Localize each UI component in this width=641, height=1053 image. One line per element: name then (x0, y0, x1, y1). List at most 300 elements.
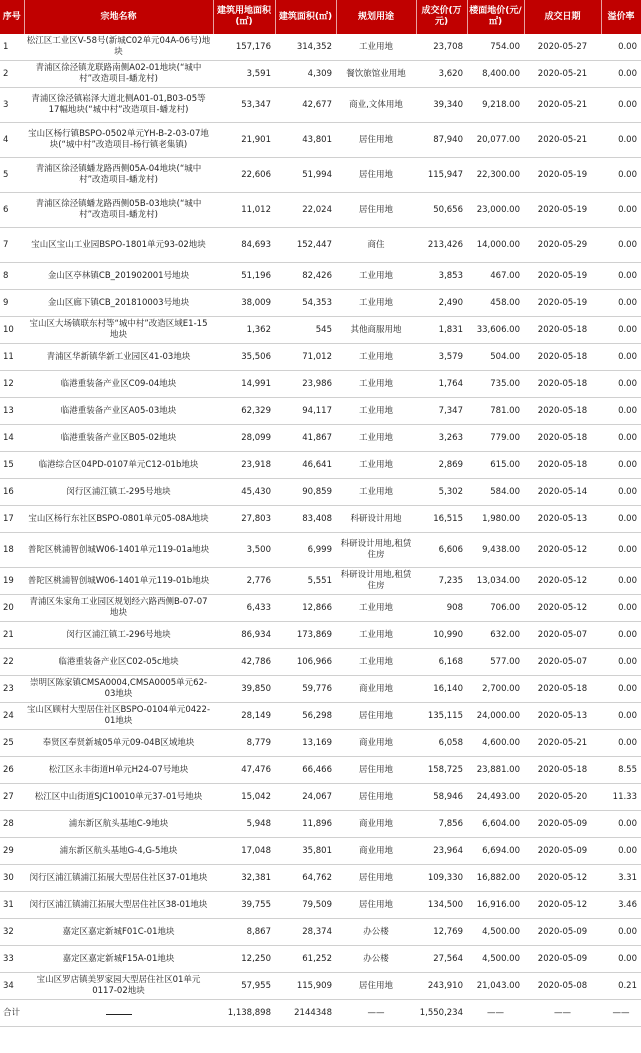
deal-date: 2020-05-18 (524, 452, 601, 479)
table-row (0, 649, 641, 676)
land-area: 38,009 (213, 290, 275, 317)
table-row (0, 973, 641, 1000)
floor-area: 13,169 (275, 730, 336, 757)
deal-date: 2020-05-09 (524, 838, 601, 865)
floor-area: 12,866 (275, 595, 336, 622)
land-area: 17,048 (213, 838, 275, 865)
table-row (0, 88, 641, 123)
floor-area: 115,909 (275, 973, 336, 1000)
planned-use: 工业用地 (336, 371, 416, 398)
header-land-area: 建筑用地面积(㎡) (213, 0, 275, 34)
land-area: 39,850 (213, 676, 275, 703)
table-row (0, 344, 641, 371)
deal-date: 2020-05-18 (524, 676, 601, 703)
land-area: 8,867 (213, 919, 275, 946)
planned-use: 餐饮旅馆业用地 (336, 61, 416, 88)
land-area: 22,606 (213, 158, 275, 193)
row-index: 4 (0, 123, 24, 158)
price: 213,426 (416, 228, 467, 263)
price: 3,853 (416, 263, 467, 290)
premium-rate: 0.00 (601, 919, 641, 946)
row-index: 23 (0, 676, 24, 703)
row-index: 29 (0, 838, 24, 865)
parcel-name: 闵行区浦江镇工-296号地块 (24, 622, 213, 649)
header-premium: 溢价率 (601, 0, 641, 34)
land-area: 14,991 (213, 371, 275, 398)
parcel-name: 青浦区徐泾镇龙联路南侧A02-01地块(“城中村”改造项目-蟠龙村) (24, 61, 213, 88)
premium-rate: 0.00 (601, 425, 641, 452)
land-area: 2,776 (213, 568, 275, 595)
floor-area: 22,024 (275, 193, 336, 228)
deal-date: 2020-05-21 (524, 730, 601, 757)
deal-date: 2020-05-21 (524, 88, 601, 123)
parcel-name: 金山区廊下镇CB_201810003号地块 (24, 290, 213, 317)
parcel-name: 青浦区徐泾镇蟠龙路西侧05A-04地块(“城中村”改造项目-蟠龙村) (24, 158, 213, 193)
planned-use: 工业用地 (336, 649, 416, 676)
price: 12,769 (416, 919, 467, 946)
deal-date: 2020-05-12 (524, 595, 601, 622)
parcel-name: 松江区工业区V-58号(新城C02单元04A-06号)地块 (24, 34, 213, 61)
floor-area: 64,762 (275, 865, 336, 892)
floor-area: 83,408 (275, 506, 336, 533)
table-row (0, 290, 641, 317)
deal-date: 2020-05-20 (524, 784, 601, 811)
parcel-name: 宝山区罗店镇美罗家园大型居住社区01单元0117-02地块 (24, 973, 213, 1000)
land-area: 5,948 (213, 811, 275, 838)
row-index: 15 (0, 452, 24, 479)
table-row (0, 61, 641, 88)
planned-use: 工业用地 (336, 344, 416, 371)
table-row (0, 892, 641, 919)
parcel-name: 奉贤区奉贤新城05单元09-04B区域地块 (24, 730, 213, 757)
deal-date: 2020-05-19 (524, 158, 601, 193)
premium-rate: 0.00 (601, 506, 641, 533)
planned-use: 工业用地 (336, 479, 416, 506)
floor-area: 24,067 (275, 784, 336, 811)
floor-area: 56,298 (275, 703, 336, 730)
premium-rate: 0.00 (601, 290, 641, 317)
unit-price: 1,980.00 (467, 506, 524, 533)
planned-use: 科研设计用地 (336, 506, 416, 533)
premium-rate: 0.00 (601, 533, 641, 568)
price: 6,606 (416, 533, 467, 568)
price: 115,947 (416, 158, 467, 193)
planned-use: 工业用地 (336, 595, 416, 622)
premium-rate: 0.00 (601, 34, 641, 61)
premium-rate: 0.00 (601, 193, 641, 228)
floor-area: 61,252 (275, 946, 336, 973)
floor-area: 54,353 (275, 290, 336, 317)
total-name-dash (106, 1009, 132, 1015)
parcel-name: 普陀区桃浦智创城W06-1401单元119-01b地块 (24, 568, 213, 595)
unit-price: 4,500.00 (467, 919, 524, 946)
row-index: 16 (0, 479, 24, 506)
premium-rate: 0.00 (601, 568, 641, 595)
deal-date: 2020-05-27 (524, 34, 601, 61)
row-index: 22 (0, 649, 24, 676)
unit-price: 577.00 (467, 649, 524, 676)
header-row (0, 0, 641, 34)
parcel-name: 宝山区杨行镇BSPO-0502单元YH-B-2-03-07地块(“城中村”改造项目-杨行镇老集镇) (24, 123, 213, 158)
floor-area: 79,509 (275, 892, 336, 919)
premium-rate: 0.00 (601, 479, 641, 506)
floor-area: 94,117 (275, 398, 336, 425)
row-index: 32 (0, 919, 24, 946)
land-area: 15,042 (213, 784, 275, 811)
table-row (0, 595, 641, 622)
unit-price: 23,000.00 (467, 193, 524, 228)
floor-area: 90,859 (275, 479, 336, 506)
row-index: 10 (0, 317, 24, 344)
price: 6,058 (416, 730, 467, 757)
deal-date: 2020-05-07 (524, 622, 601, 649)
price: 23,964 (416, 838, 467, 865)
deal-date: 2020-05-08 (524, 973, 601, 1000)
total-unit-price: —— (467, 1000, 524, 1027)
floor-area: 51,994 (275, 158, 336, 193)
floor-area: 11,896 (275, 811, 336, 838)
unit-price: 4,500.00 (467, 946, 524, 973)
floor-area: 43,801 (275, 123, 336, 158)
row-index: 19 (0, 568, 24, 595)
planned-use: 商业用地 (336, 730, 416, 757)
planned-use: 工业用地 (336, 34, 416, 61)
floor-area: 46,641 (275, 452, 336, 479)
floor-area: 6,999 (275, 533, 336, 568)
premium-rate: 0.00 (601, 676, 641, 703)
land-area: 57,955 (213, 973, 275, 1000)
deal-date: 2020-05-12 (524, 533, 601, 568)
price: 16,515 (416, 506, 467, 533)
table-row (0, 865, 641, 892)
table-row (0, 811, 641, 838)
table-row (0, 371, 641, 398)
price: 7,347 (416, 398, 467, 425)
deal-date: 2020-05-12 (524, 892, 601, 919)
unit-price: 13,034.00 (467, 568, 524, 595)
land-area: 42,786 (213, 649, 275, 676)
land-area: 39,755 (213, 892, 275, 919)
floor-area: 66,466 (275, 757, 336, 784)
planned-use: 科研设计用地,租赁住房 (336, 568, 416, 595)
parcel-name: 临港重装备产业区C09-04地块 (24, 371, 213, 398)
row-index: 27 (0, 784, 24, 811)
premium-rate: 0.00 (601, 595, 641, 622)
unit-price: 9,438.00 (467, 533, 524, 568)
table-row (0, 676, 641, 703)
price: 908 (416, 595, 467, 622)
land-area: 12,250 (213, 946, 275, 973)
land-area: 28,149 (213, 703, 275, 730)
premium-rate: 0.00 (601, 371, 641, 398)
header-floor-area: 建筑面积(㎡) (275, 0, 336, 34)
price: 58,946 (416, 784, 467, 811)
land-area: 35,506 (213, 344, 275, 371)
floor-area: 152,447 (275, 228, 336, 263)
unit-price: 504.00 (467, 344, 524, 371)
premium-rate: 0.00 (601, 622, 641, 649)
row-index: 2 (0, 61, 24, 88)
header-unit-price: 楼面地价(元/㎡) (467, 0, 524, 34)
price: 3,579 (416, 344, 467, 371)
land-area: 1,362 (213, 317, 275, 344)
floor-area: 59,776 (275, 676, 336, 703)
price: 135,115 (416, 703, 467, 730)
planned-use: 居住用地 (336, 193, 416, 228)
premium-rate: 0.00 (601, 317, 641, 344)
deal-date: 2020-05-29 (524, 228, 601, 263)
floor-area: 5,551 (275, 568, 336, 595)
row-index: 24 (0, 703, 24, 730)
parcel-name: 青浦区徐泾镇崧泽大道北侧A01-01,B03-05等17幅地块(“城中村”改造项目-蟠龙村) (24, 88, 213, 123)
price: 87,940 (416, 123, 467, 158)
parcel-name: 松江区中山街道SJC10010单元37-01号地块 (24, 784, 213, 811)
header-price: 成交价(万元) (416, 0, 467, 34)
floor-area: 314,352 (275, 34, 336, 61)
planned-use: 商业用地 (336, 811, 416, 838)
unit-price: 706.00 (467, 595, 524, 622)
row-index: 33 (0, 946, 24, 973)
header-planned-use: 规划用途 (336, 0, 416, 34)
table-row (0, 568, 641, 595)
unit-price: 6,604.00 (467, 811, 524, 838)
parcel-name: 临港重装备产业区A05-03地块 (24, 398, 213, 425)
unit-price: 9,218.00 (467, 88, 524, 123)
planned-use: 工业用地 (336, 452, 416, 479)
total-premium: —— (601, 1000, 641, 1027)
planned-use: 居住用地 (336, 973, 416, 1000)
table-row (0, 34, 641, 61)
unit-price: 16,916.00 (467, 892, 524, 919)
premium-rate: 3.31 (601, 865, 641, 892)
table-row (0, 398, 641, 425)
parcel-name: 普陀区桃浦智创城W06-1401单元119-01a地块 (24, 533, 213, 568)
premium-rate: 0.00 (601, 452, 641, 479)
deal-date: 2020-05-21 (524, 61, 601, 88)
unit-price: 2,700.00 (467, 676, 524, 703)
row-index: 20 (0, 595, 24, 622)
deal-date: 2020-05-19 (524, 290, 601, 317)
row-index: 11 (0, 344, 24, 371)
premium-rate: 0.00 (601, 158, 641, 193)
price: 109,330 (416, 865, 467, 892)
price: 23,708 (416, 34, 467, 61)
parcel-name: 宝山区杨行东社区BSPO-0801单元05-08A地块 (24, 506, 213, 533)
premium-rate: 0.00 (601, 398, 641, 425)
planned-use: 工业用地 (336, 290, 416, 317)
land-area: 3,500 (213, 533, 275, 568)
table-row (0, 452, 641, 479)
table-row (0, 838, 641, 865)
table-row (0, 193, 641, 228)
table-row (0, 228, 641, 263)
total-price: 1,550,234 (416, 1000, 467, 1027)
land-area: 21,901 (213, 123, 275, 158)
planned-use: 居住用地 (336, 865, 416, 892)
parcel-name: 嘉定区嘉定新城F01C-01地块 (24, 919, 213, 946)
planned-use: 居住用地 (336, 757, 416, 784)
row-index: 17 (0, 506, 24, 533)
floor-area: 82,426 (275, 263, 336, 290)
row-index: 1 (0, 34, 24, 61)
parcel-name: 宝山区顾村大型居住社区BSPO-0104单元0422-01地块 (24, 703, 213, 730)
planned-use: 商业用地 (336, 838, 416, 865)
planned-use: 居住用地 (336, 123, 416, 158)
premium-rate: 0.21 (601, 973, 641, 1000)
total-date: —— (524, 1000, 601, 1027)
land-area: 53,347 (213, 88, 275, 123)
unit-price: 14,000.00 (467, 228, 524, 263)
price: 1,764 (416, 371, 467, 398)
table-row (0, 784, 641, 811)
unit-price: 458.00 (467, 290, 524, 317)
land-area: 23,918 (213, 452, 275, 479)
table-row (0, 622, 641, 649)
unit-price: 779.00 (467, 425, 524, 452)
deal-date: 2020-05-19 (524, 263, 601, 290)
total-floor-area: 2144348 (275, 1000, 336, 1027)
planned-use: 居住用地 (336, 158, 416, 193)
parcel-name: 松江区永丰街道H单元H24-07号地块 (24, 757, 213, 784)
row-index: 13 (0, 398, 24, 425)
land-area: 86,934 (213, 622, 275, 649)
deal-date: 2020-05-09 (524, 946, 601, 973)
land-area: 157,176 (213, 34, 275, 61)
land-area: 27,803 (213, 506, 275, 533)
land-area: 28,099 (213, 425, 275, 452)
premium-rate: 0.00 (601, 811, 641, 838)
land-area: 3,591 (213, 61, 275, 88)
unit-price: 20,077.00 (467, 123, 524, 158)
parcel-name: 青浦区徐泾镇蟠龙路西侧05B-03地块(“城中村”改造项目-蟠龙村) (24, 193, 213, 228)
header-parcel-name: 宗地名称 (24, 0, 213, 34)
unit-price: 584.00 (467, 479, 524, 506)
land-area: 6,433 (213, 595, 275, 622)
planned-use: 工业用地 (336, 425, 416, 452)
premium-rate: 0.00 (601, 263, 641, 290)
table-row (0, 158, 641, 193)
land-area: 47,476 (213, 757, 275, 784)
land-area: 51,196 (213, 263, 275, 290)
premium-rate: 0.00 (601, 649, 641, 676)
table-row (0, 730, 641, 757)
row-index: 25 (0, 730, 24, 757)
row-index: 5 (0, 158, 24, 193)
premium-rate: 3.46 (601, 892, 641, 919)
price: 16,140 (416, 676, 467, 703)
row-index: 26 (0, 757, 24, 784)
premium-rate: 11.33 (601, 784, 641, 811)
row-index: 14 (0, 425, 24, 452)
total-use: —— (336, 1000, 416, 1027)
price: 27,564 (416, 946, 467, 973)
price: 39,340 (416, 88, 467, 123)
parcel-name: 宝山区大场镇联东村等“城中村”改造区域E1-15地块 (24, 317, 213, 344)
table-row (0, 946, 641, 973)
table-row (0, 757, 641, 784)
price: 7,235 (416, 568, 467, 595)
deal-date: 2020-05-09 (524, 919, 601, 946)
premium-rate: 0.00 (601, 838, 641, 865)
deal-date: 2020-05-07 (524, 649, 601, 676)
parcel-name: 临港重装备产业区B05-02地块 (24, 425, 213, 452)
unit-price: 8,400.00 (467, 61, 524, 88)
unit-price: 33,606.00 (467, 317, 524, 344)
row-index: 8 (0, 263, 24, 290)
row-index: 9 (0, 290, 24, 317)
price: 1,831 (416, 317, 467, 344)
row-index: 31 (0, 892, 24, 919)
parcel-name: 青浦区华新镇华新工业园区41-03地块 (24, 344, 213, 371)
floor-area: 41,867 (275, 425, 336, 452)
unit-price: 632.00 (467, 622, 524, 649)
deal-date: 2020-05-13 (524, 703, 601, 730)
premium-rate: 0.00 (601, 344, 641, 371)
price: 2,869 (416, 452, 467, 479)
planned-use: 工业用地 (336, 398, 416, 425)
premium-rate: 0.00 (601, 730, 641, 757)
total-row (0, 1000, 641, 1027)
land-area: 11,012 (213, 193, 275, 228)
unit-price: 781.00 (467, 398, 524, 425)
planned-use: 工业用地 (336, 622, 416, 649)
row-index: 21 (0, 622, 24, 649)
floor-area: 28,374 (275, 919, 336, 946)
planned-use: 商住 (336, 228, 416, 263)
planned-use: 工业用地 (336, 263, 416, 290)
table-row (0, 479, 641, 506)
total-land-area: 1,138,898 (213, 1000, 275, 1027)
deal-date: 2020-05-18 (524, 317, 601, 344)
row-index: 34 (0, 973, 24, 1000)
header-date: 成交日期 (524, 0, 601, 34)
price: 2,490 (416, 290, 467, 317)
premium-rate: 0.00 (601, 61, 641, 88)
unit-price: 4,600.00 (467, 730, 524, 757)
table-row (0, 317, 641, 344)
floor-area: 71,012 (275, 344, 336, 371)
row-index: 12 (0, 371, 24, 398)
parcel-name: 崇明区陈家镇CMSA0004,CMSA0005单元62-03地块 (24, 676, 213, 703)
row-index: 7 (0, 228, 24, 263)
parcel-name: 宝山区宝山工业园BSPO-1801单元93-02地块 (24, 228, 213, 263)
deal-date: 2020-05-09 (524, 811, 601, 838)
unit-price: 23,881.00 (467, 757, 524, 784)
planned-use: 办公楼 (336, 946, 416, 973)
price: 6,168 (416, 649, 467, 676)
row-index: 18 (0, 533, 24, 568)
deal-date: 2020-05-12 (524, 865, 601, 892)
premium-rate: 0.00 (601, 88, 641, 123)
premium-rate: 8.55 (601, 757, 641, 784)
deal-date: 2020-05-12 (524, 568, 601, 595)
land-area: 62,329 (213, 398, 275, 425)
planned-use: 科研设计用地,租赁住房 (336, 533, 416, 568)
premium-rate: 0.00 (601, 228, 641, 263)
deal-date: 2020-05-18 (524, 344, 601, 371)
floor-area: 4,309 (275, 61, 336, 88)
parcel-name: 浦东新区航头基地G-4,G-5地块 (24, 838, 213, 865)
unit-price: 16,882.00 (467, 865, 524, 892)
land-area: 45,430 (213, 479, 275, 506)
planned-use: 办公楼 (336, 919, 416, 946)
parcel-name: 临港重装备产业区C02-05c地块 (24, 649, 213, 676)
unit-price: 24,000.00 (467, 703, 524, 730)
planned-use: 商业,文体用地 (336, 88, 416, 123)
price: 7,856 (416, 811, 467, 838)
table-row (0, 263, 641, 290)
price: 3,620 (416, 61, 467, 88)
